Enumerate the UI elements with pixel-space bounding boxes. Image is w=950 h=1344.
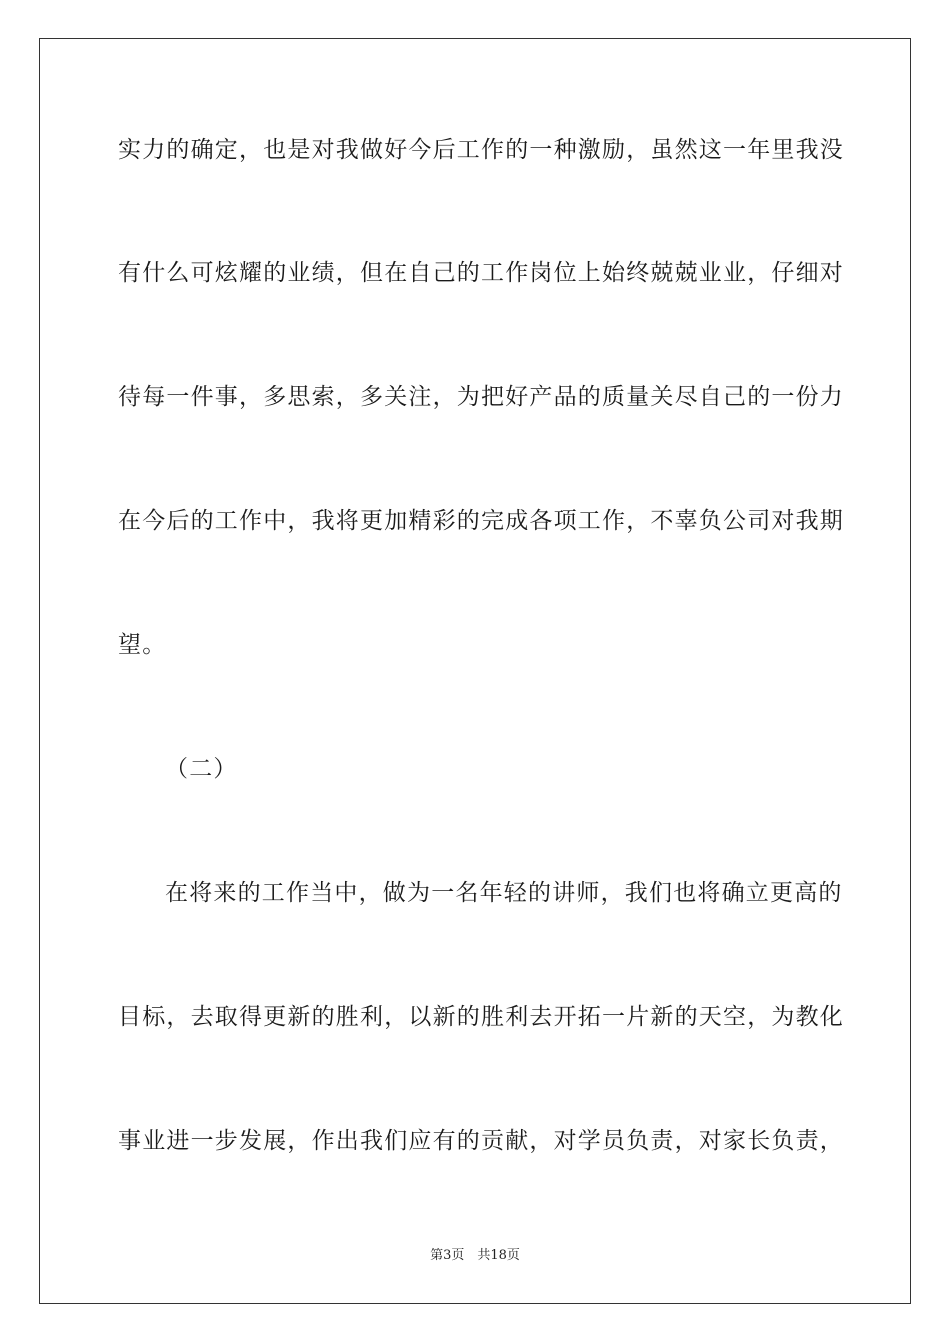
paragraph-line-4: 在今后的工作中，我将更加精彩的完成各项工作，不辜负公司对我期 <box>118 508 844 534</box>
page-border <box>39 38 911 1304</box>
paragraph-line-1: 实力的确定，也是对我做好今后工作的一种激励，虽然这一年里我没 <box>118 137 844 163</box>
paragraph-line-3: 待每一件事，多思索，多关注，为把好产品的质量关尽自己的一份力 <box>118 384 844 410</box>
paragraph-line-6: 在将来的工作当中，做为一名年轻的讲师，我们也将确立更高的 <box>165 880 843 906</box>
paragraph-line-5: 望。 <box>118 632 167 658</box>
paragraph-line-8: 事业进一步发展，作出我们应有的贡献，对学员负责，对家长负责， <box>118 1128 844 1154</box>
paragraph-line-2: 有什么可炫耀的业绩，但在自己的工作岗位上始终兢兢业业，仔细对 <box>118 260 844 286</box>
page-footer: 第3页 共18页 <box>430 1248 520 1263</box>
section-heading: （二） <box>165 756 238 782</box>
paragraph-line-7: 目标，去取得更新的胜利，以新的胜利去开拓一片新的天空，为教化 <box>118 1004 844 1030</box>
